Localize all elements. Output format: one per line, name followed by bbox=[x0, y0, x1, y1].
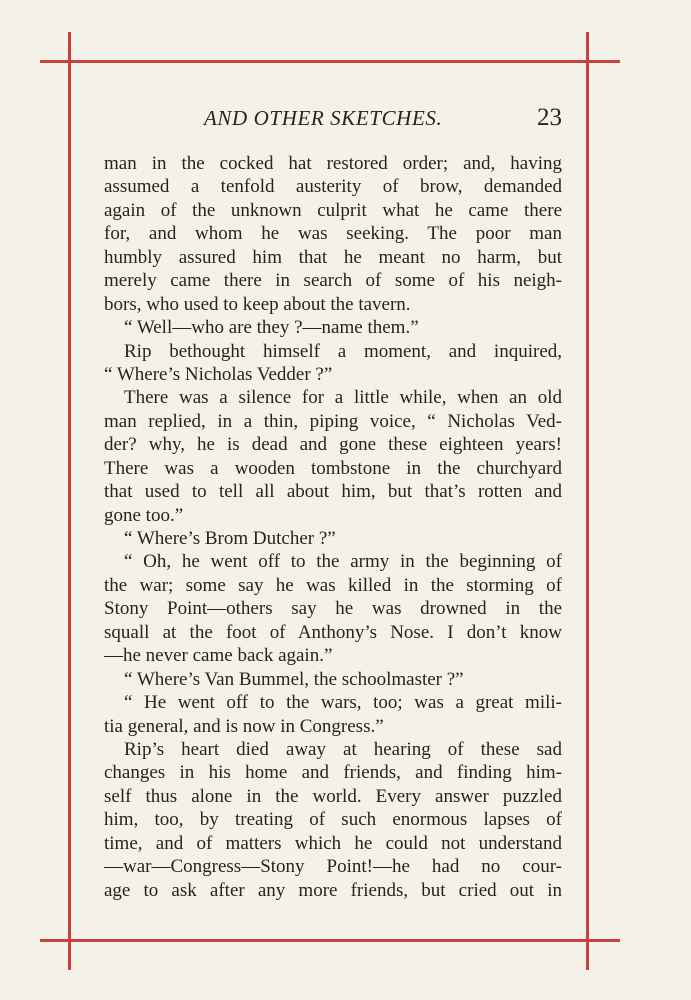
text-line: tia general, and is now in Congress.” bbox=[104, 715, 384, 737]
text-line: that used to tell all about him, but that’s rotten and bbox=[104, 481, 562, 503]
text-line: “ Well—who are they ?—name them.” bbox=[124, 317, 419, 339]
text-line: time, and of matters which he could not understand bbox=[104, 832, 562, 854]
text-line: “ Oh, he went off to the army in the beginning of bbox=[124, 551, 562, 573]
text-line: Rip bethought himself a moment, and inquired, bbox=[124, 340, 562, 362]
text-line: changes in his home and friends, and finding him- bbox=[104, 762, 562, 784]
text-line: “ Where’s Brom Dutcher ?” bbox=[124, 528, 336, 549]
border-rule-bottom bbox=[40, 939, 620, 942]
text-line: the war; some say he was killed in the storming of bbox=[104, 574, 562, 596]
text-line: humbly assured him that he meant no harm, but bbox=[104, 246, 562, 268]
text-line: There was a wooden tombstone in the churchyard bbox=[104, 457, 562, 479]
text-line: Rip’s heart died away at hearing of these sad bbox=[124, 738, 562, 760]
text-line: der? why, he is dead and gone these eighteen years! bbox=[104, 434, 562, 456]
text-line: —war—Congress—Stony Point!—he had no cour- bbox=[104, 856, 562, 878]
text-line: There was a silence for a little while, when an old bbox=[124, 387, 562, 409]
page-number: 23 bbox=[537, 104, 562, 131]
text-line: squall at the foot of Anthony’s Nose. I don’t know bbox=[104, 621, 562, 643]
running-head bbox=[104, 104, 564, 136]
text-line: “ He went off to the wars, too; was a great mili- bbox=[124, 692, 562, 714]
border-rule-top bbox=[40, 60, 620, 63]
text-line: assumed a tenfold austerity of brow, demanded bbox=[104, 176, 562, 198]
text-line: Stony Point—others say he was drowned in the bbox=[104, 598, 562, 620]
text-line: man in the cocked hat restored order; and, having bbox=[104, 153, 562, 174]
text-line: gone too.” bbox=[104, 504, 184, 526]
text-line: self thus alone in the world. Every answer puzzled bbox=[104, 785, 562, 807]
body-text bbox=[104, 152, 562, 902]
text-line: him, too, by treating of such enormous lapses of bbox=[104, 809, 562, 831]
running-title: AND OTHER SKETCHES. bbox=[204, 106, 443, 130]
text-line: age to ask after any more friends, but cried out in bbox=[104, 879, 562, 901]
text-line: —he never came back again.” bbox=[104, 645, 333, 667]
text-line: “ Where’s Van Bummel, the schoolmaster ?” bbox=[124, 668, 464, 690]
border-rule-right bbox=[586, 32, 589, 970]
text-line: man replied, in a thin, piping voice, “ Nicholas Ved- bbox=[104, 410, 562, 432]
text-line: “ Where’s Nicholas Vedder ?” bbox=[104, 363, 333, 385]
text-line: again of the unknown culprit what he came there bbox=[104, 199, 562, 221]
border-rule-left bbox=[68, 32, 71, 970]
text-line: merely came there in search of some of his neigh- bbox=[104, 270, 562, 292]
text-line: bors, who used to keep about the tavern. bbox=[104, 293, 411, 315]
text-line: for, and whom he was seeking. The poor man bbox=[104, 223, 562, 245]
